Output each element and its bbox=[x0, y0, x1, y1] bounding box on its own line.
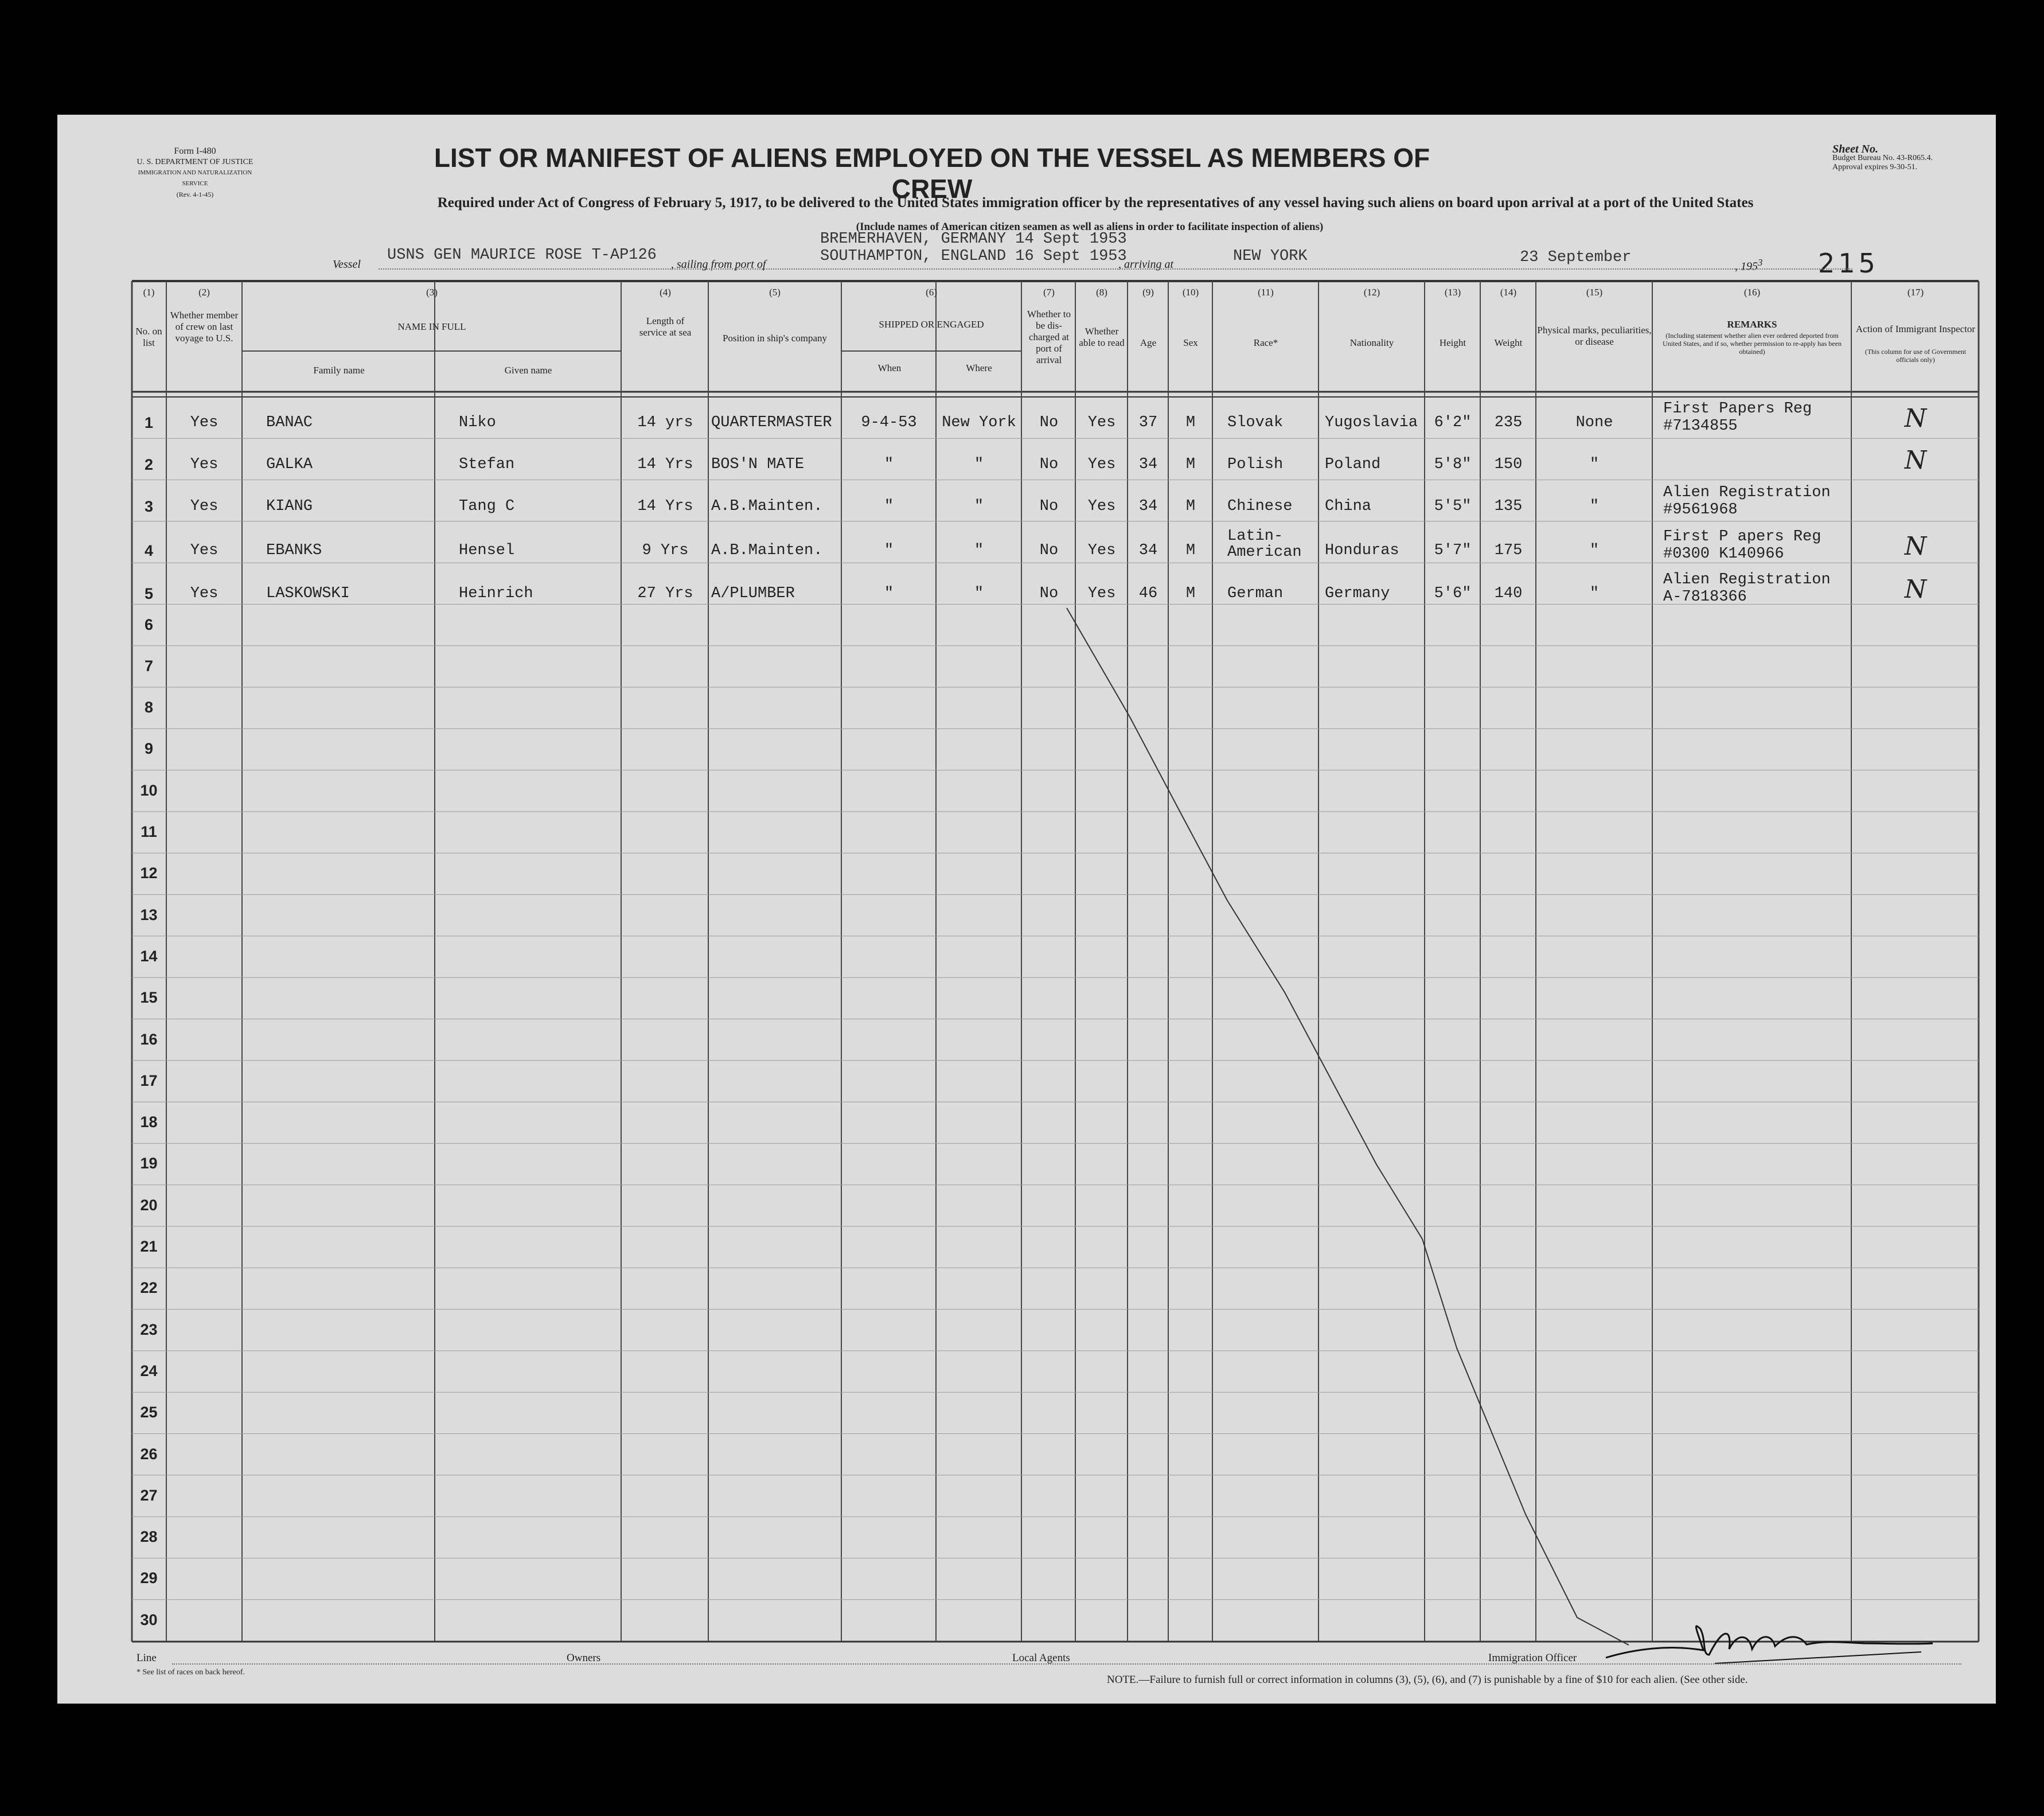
col16-subheader: (Including statement whether alien ever ordered deported from United States, and if so, whether permission to re-apply has been obtained) bbox=[1663, 332, 1842, 356]
footer-agents-label: Local Agents bbox=[1012, 1652, 1070, 1664]
officer-signature bbox=[1600, 1609, 1944, 1672]
vessel-label: Vessel bbox=[333, 258, 361, 271]
col5-header: Position in ship's company bbox=[722, 333, 828, 344]
col17-header: Action of Immigrant Inspector bbox=[1855, 324, 1976, 334]
row-2-last-voyage: Yes bbox=[190, 456, 219, 473]
row-5-service: 27 Yrs bbox=[637, 585, 693, 602]
row-5-race: German bbox=[1227, 585, 1284, 602]
row-number: 6 bbox=[144, 615, 154, 633]
row-5-remarks: Alien Registration A-7818366 bbox=[1663, 571, 1831, 606]
row-4-remarks: First P apers Reg #0300 K140966 bbox=[1663, 528, 1821, 563]
row-1-nationality: Yugoslavia bbox=[1325, 414, 1418, 431]
row-2-weight: 150 bbox=[1494, 456, 1523, 473]
row-5-family: LASKOWSKI bbox=[266, 585, 350, 602]
row-5-no: 5 bbox=[144, 585, 154, 602]
row-1-last-voyage: Yes bbox=[190, 414, 219, 431]
col5-number: (5) bbox=[769, 287, 781, 298]
row-5-position: A/PLUMBER bbox=[711, 585, 795, 602]
footer-owners-label: Owners bbox=[567, 1652, 601, 1664]
row-5-where: " bbox=[974, 585, 984, 602]
ditto-line bbox=[1067, 608, 1629, 1645]
footer-officer-label: Immigration Officer bbox=[1488, 1652, 1577, 1664]
year-digit: 3 bbox=[1758, 257, 1763, 268]
row-number: 21 bbox=[140, 1238, 158, 1255]
col7-number: (7) bbox=[1043, 287, 1055, 298]
col2-number: (2) bbox=[198, 287, 210, 298]
row-4-weight: 175 bbox=[1494, 542, 1523, 559]
row-2-service: 14 Yrs bbox=[637, 456, 693, 473]
row-4-marks: " bbox=[1589, 542, 1600, 559]
row-5-when: " bbox=[884, 585, 894, 602]
row-5-marks: " bbox=[1589, 585, 1600, 602]
col8-header: Whether able to read bbox=[1079, 326, 1125, 348]
row-1-remarks: First Papers Reg #7134855 bbox=[1663, 400, 1812, 435]
row-1-age: 37 bbox=[1138, 414, 1158, 431]
races-note: * See list of races on back hereof. bbox=[136, 1668, 245, 1677]
col10-header: Sex bbox=[1183, 337, 1198, 348]
row-5-sex: M bbox=[1185, 585, 1196, 602]
row-3-height: 5'5" bbox=[1434, 498, 1472, 515]
row-number: 14 bbox=[140, 947, 158, 965]
row-3-age: 34 bbox=[1138, 498, 1158, 515]
fine-note: NOTE.—Failure to furnish full or correct information in columns (3), (5), (6), and (7) is punishable by a fine of $10 for each alien. (See other side. bbox=[1107, 1674, 1748, 1686]
page-number: 215 bbox=[1818, 248, 1879, 279]
col3b-header: Given name bbox=[504, 365, 552, 376]
row-1-read: Yes bbox=[1087, 414, 1116, 431]
col16-header: REMARKS bbox=[1727, 319, 1777, 330]
row-4-where: " bbox=[974, 542, 984, 559]
row-2-marks: " bbox=[1589, 456, 1600, 473]
row-3-marks: " bbox=[1589, 498, 1600, 515]
row-3-position: A.B.Mainten. bbox=[711, 498, 823, 515]
arriving-label: , arriving at bbox=[1118, 258, 1174, 271]
sheet-no-label: Sheet No. bbox=[1832, 143, 1878, 155]
row-2-age: 34 bbox=[1138, 456, 1158, 473]
row-number: 11 bbox=[141, 823, 157, 840]
row-3-discharge: No bbox=[1039, 498, 1059, 515]
row-2-position: BOS'N MATE bbox=[711, 456, 805, 473]
row-1-height: 6'2" bbox=[1434, 414, 1472, 431]
col1-number: (1) bbox=[143, 287, 155, 298]
row-1-sex: M bbox=[1185, 414, 1196, 431]
row-number: 29 bbox=[140, 1569, 158, 1587]
col17-subheader: (This column for use of Government officials only) bbox=[1864, 348, 1967, 364]
row-2-when: " bbox=[884, 456, 894, 473]
row-3-sex: M bbox=[1185, 498, 1196, 515]
row-2-race: Polish bbox=[1227, 456, 1284, 473]
vessel-name: USNS GEN MAURICE ROSE T-AP126 bbox=[387, 247, 657, 264]
row-5-age: 46 bbox=[1138, 585, 1158, 602]
row-3-no: 3 bbox=[144, 498, 154, 515]
col14-number: (14) bbox=[1500, 287, 1517, 298]
row-1-position: QUARTERMASTER bbox=[711, 414, 832, 431]
row-4-service: 9 Yrs bbox=[642, 542, 689, 559]
row-4-discharge: No bbox=[1039, 542, 1059, 559]
col6-number: (6) bbox=[926, 287, 937, 298]
col10-number: (10) bbox=[1182, 287, 1199, 298]
row-number: 25 bbox=[140, 1404, 158, 1421]
row-5-weight: 140 bbox=[1494, 585, 1523, 602]
col6-header: SHIPPED OR ENGAGED bbox=[879, 319, 984, 330]
subtitle: Required under Act of Congress of February 5, 1917, to be delivered to the United States immigration officer by the representatives of any vessel having such aliens on board upon arrival at a port of the United States bbox=[437, 195, 1754, 211]
department: U. S. DEPARTMENT OF JUSTICE bbox=[136, 158, 253, 166]
row-number: 7 bbox=[144, 657, 154, 675]
row-5-read: Yes bbox=[1087, 585, 1116, 602]
col15-header: Physical marks, peculiarities, or disease bbox=[1537, 325, 1652, 347]
col4-number: (4) bbox=[660, 287, 671, 298]
row-1-given: Niko bbox=[459, 414, 496, 431]
row-2-nationality: Poland bbox=[1325, 456, 1381, 473]
row-1-no: 1 bbox=[144, 414, 154, 431]
col12-number: (12) bbox=[1363, 287, 1380, 298]
col8-number: (8) bbox=[1096, 287, 1107, 298]
row-number: 12 bbox=[140, 864, 158, 882]
row-5-given: Heinrich bbox=[459, 585, 533, 602]
row-1-inspector: N bbox=[1904, 404, 1927, 433]
col7-header: Whether to be dis-charged at port of arrival bbox=[1027, 309, 1071, 365]
budget-bureau: Budget Bureau No. 43-R065.4. bbox=[1832, 154, 1933, 162]
manifest-sheet bbox=[57, 115, 1996, 1704]
col1-header: No. on list bbox=[135, 326, 162, 348]
row-3-family: KIANG bbox=[266, 498, 313, 515]
row-5-discharge: No bbox=[1039, 585, 1059, 602]
row-4-no: 4 bbox=[144, 542, 154, 559]
row-4-age: 34 bbox=[1138, 542, 1158, 559]
arriving-at: NEW YORK bbox=[1233, 248, 1308, 265]
row-3-last-voyage: Yes bbox=[190, 498, 219, 515]
col2-header: Whether member of crew on last voyage to U.S. bbox=[170, 310, 239, 344]
row-2-read: Yes bbox=[1087, 456, 1116, 473]
row-5-inspector: N bbox=[1904, 575, 1927, 604]
row-number: 27 bbox=[140, 1486, 158, 1504]
row-3-given: Tang C bbox=[459, 498, 515, 515]
row-4-given: Hensel bbox=[459, 542, 515, 559]
row-2-height: 5'8" bbox=[1434, 456, 1472, 473]
row-number: 20 bbox=[140, 1196, 158, 1214]
row-1-service: 14 yrs bbox=[637, 414, 693, 431]
row-number: 30 bbox=[140, 1611, 158, 1628]
row-5-height: 5'6" bbox=[1434, 585, 1472, 602]
col13-header: Height bbox=[1439, 337, 1466, 348]
row-4-when: " bbox=[884, 542, 894, 559]
row-number: 28 bbox=[140, 1528, 158, 1546]
service: IMMIGRATION AND NATURALIZATION SERVICE bbox=[138, 169, 252, 187]
row-2-given: Stefan bbox=[459, 456, 515, 473]
row-1-when: 9-4-53 bbox=[861, 414, 917, 431]
arrival-date: 23 September bbox=[1520, 249, 1632, 266]
form-number: Form I-480 bbox=[174, 146, 216, 156]
row-number: 16 bbox=[140, 1030, 158, 1048]
row-2-no: 2 bbox=[144, 456, 154, 473]
row-4-position: A.B.Mainten. bbox=[711, 542, 823, 559]
row-1-race: Slovak bbox=[1227, 414, 1284, 431]
revision: (Rev. 4-1-45) bbox=[176, 190, 214, 198]
row-number: 19 bbox=[140, 1155, 158, 1172]
row-number: 9 bbox=[144, 740, 154, 758]
col3-header: NAME IN FULL bbox=[397, 321, 466, 332]
sailing-label: , sailing from port of bbox=[671, 258, 766, 271]
row-5-nationality: Germany bbox=[1325, 585, 1390, 602]
row-1-marks: None bbox=[1575, 414, 1613, 431]
row-1-where: New York bbox=[942, 414, 1016, 431]
row-4-read: Yes bbox=[1087, 542, 1116, 559]
col3a-header: Family name bbox=[313, 365, 365, 376]
col15-number: (15) bbox=[1586, 287, 1603, 298]
col11-number: (11) bbox=[1258, 287, 1274, 298]
col13-number: (13) bbox=[1444, 287, 1461, 298]
year-prefix: , $195^3$ bbox=[1735, 257, 1763, 273]
row-4-nationality: Honduras bbox=[1325, 542, 1399, 559]
row-1-weight: 235 bbox=[1494, 414, 1523, 431]
row-3-remarks: Alien Registration #9561968 bbox=[1663, 484, 1831, 519]
row-1-discharge: No bbox=[1039, 414, 1059, 431]
row-4-height: 5'7" bbox=[1434, 542, 1472, 559]
row-number: 26 bbox=[140, 1445, 158, 1463]
col16-number: (16) bbox=[1743, 287, 1761, 298]
footer-dotted-line bbox=[172, 1663, 1961, 1665]
subnote: (Include names of American citizen seamen as well as aliens in order to facilitate inspection of aliens) bbox=[856, 221, 1324, 233]
row-2-discharge: No bbox=[1039, 456, 1059, 473]
page-title: LIST OR MANIFEST OF ALIENS EMPLOYED ON THE VESSEL AS MEMBERS OF CREW bbox=[434, 143, 1430, 204]
col4-header: Length of service at sea bbox=[639, 315, 692, 338]
row-number: 22 bbox=[140, 1279, 158, 1297]
row-number: 15 bbox=[140, 989, 158, 1007]
approval-expiry: Approval expires 9-30-51. bbox=[1832, 163, 1918, 172]
row-2-sex: M bbox=[1185, 456, 1196, 473]
col12-header: Nationality bbox=[1349, 337, 1394, 348]
row-3-read: Yes bbox=[1087, 498, 1116, 515]
row-3-when: " bbox=[884, 498, 894, 515]
row-3-weight: 135 bbox=[1494, 498, 1523, 515]
row-3-service: 14 Yrs bbox=[637, 498, 693, 515]
row-number: 17 bbox=[140, 1071, 158, 1089]
col3-number: (3) bbox=[426, 287, 438, 298]
row-number: 10 bbox=[140, 781, 158, 799]
col14-header: Weight bbox=[1494, 337, 1523, 348]
port-1: BREMERHAVEN, GERMANY 14 Sept 1953 bbox=[820, 231, 1127, 248]
row-2-family: GALKA bbox=[266, 456, 313, 473]
footer-line-label: Line bbox=[136, 1652, 157, 1664]
col11-header: Race* bbox=[1253, 337, 1278, 348]
col6a-header: When bbox=[877, 363, 902, 373]
row-4-family: EBANKS bbox=[266, 542, 322, 559]
row-4-sex: M bbox=[1185, 542, 1196, 559]
row-3-where: " bbox=[974, 498, 984, 515]
col9-number: (9) bbox=[1142, 287, 1154, 298]
row-number: 23 bbox=[140, 1320, 158, 1338]
row-number: 18 bbox=[140, 1113, 158, 1131]
row-number: 8 bbox=[144, 699, 154, 716]
row-4-last-voyage: Yes bbox=[190, 542, 219, 559]
col6b-header: Where bbox=[966, 363, 992, 373]
port-2: SOUTHAMPTON, ENGLAND 16 Sept 1953 bbox=[820, 248, 1127, 265]
row-4-inspector: N bbox=[1904, 532, 1927, 561]
row-number: 24 bbox=[140, 1362, 158, 1379]
row-5-last-voyage: Yes bbox=[190, 585, 219, 602]
row-3-race: Chinese bbox=[1227, 498, 1293, 515]
row-2-inspector: N bbox=[1904, 446, 1927, 475]
col17-number: (17) bbox=[1907, 287, 1924, 298]
row-number: 13 bbox=[140, 906, 158, 923]
row-4-race: Latin-American bbox=[1227, 528, 1302, 561]
row-3-nationality: China bbox=[1325, 498, 1372, 515]
row-2-where: " bbox=[974, 456, 984, 473]
row-1-family: BANAC bbox=[266, 414, 313, 431]
col9-header: Age bbox=[1140, 337, 1157, 348]
